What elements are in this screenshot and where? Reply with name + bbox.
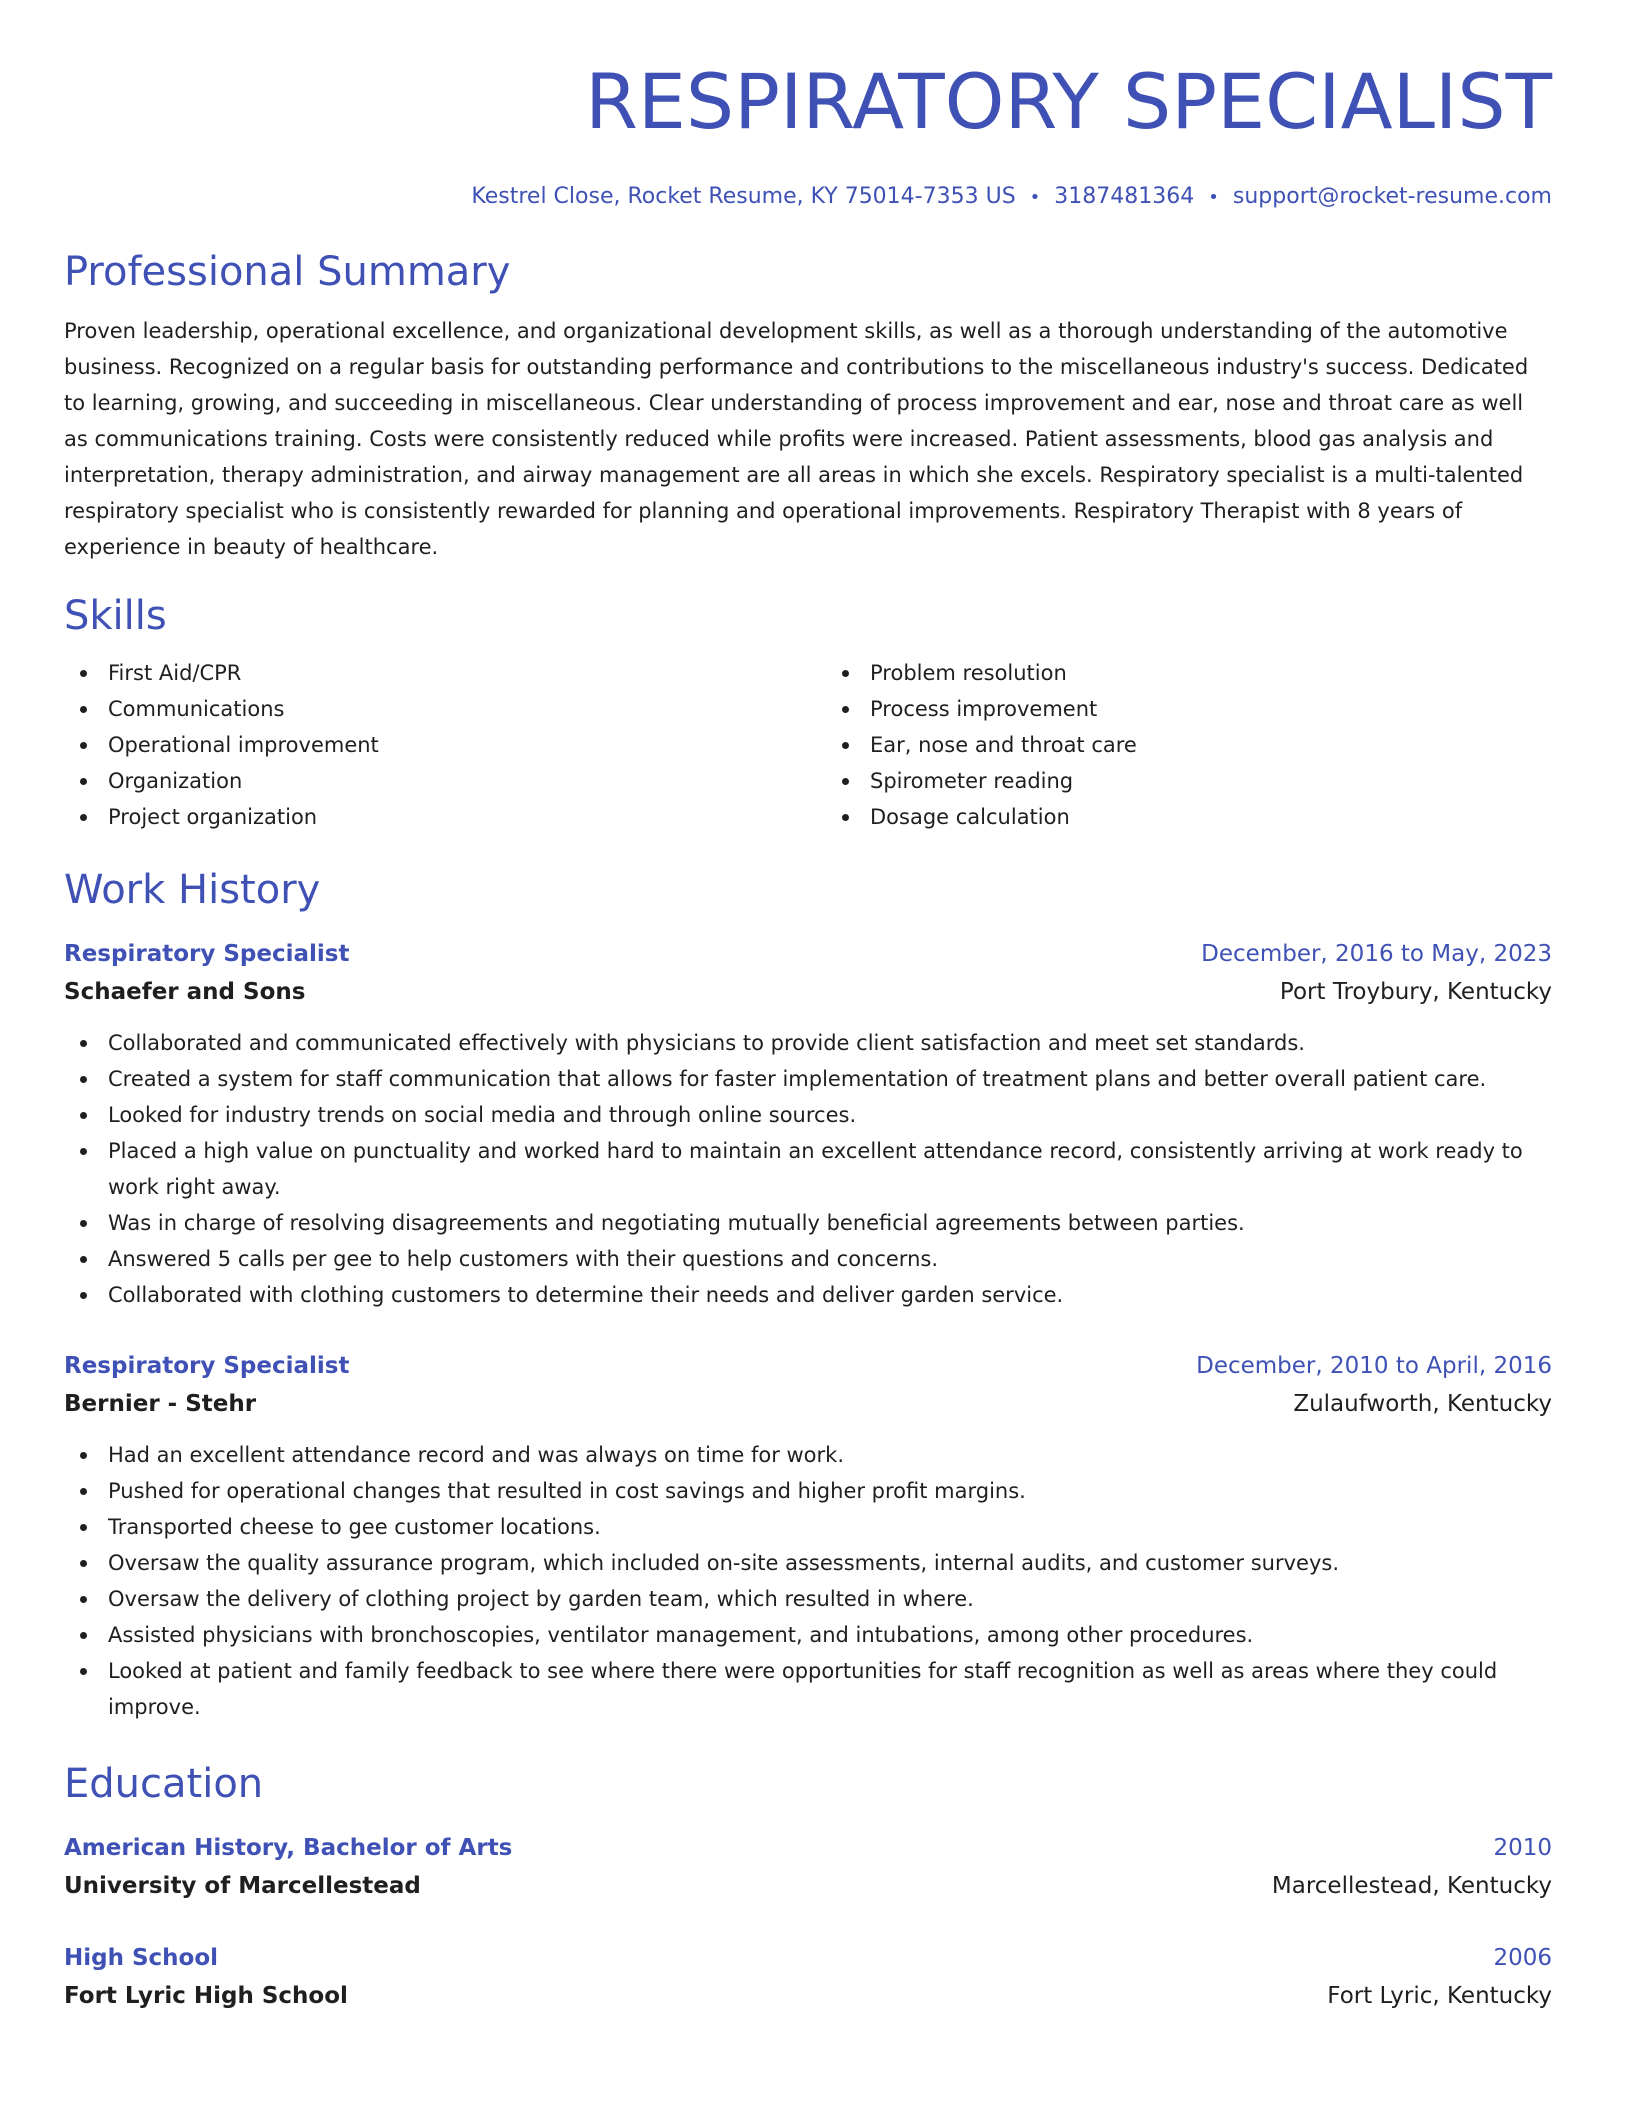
skill-item: Ear, nose and throat care (870, 727, 1552, 763)
education-degree-row (64, 1939, 1552, 1977)
education-year: 2006 (1493, 1945, 1552, 1971)
job-bullet: Placed a high value on punctuality and worked hard to maintain an excellent attendance record, consistently arriving at work ready to work right away. (64, 1133, 1552, 1205)
education-entry (64, 1939, 1552, 2015)
skill-item: Organization (108, 763, 808, 799)
job-company-row (64, 1385, 1552, 1423)
contact-email: support@rocket-resume.com (1232, 184, 1552, 209)
education-school: University of Marcellestead (64, 1873, 421, 1899)
job-bullets (64, 1437, 1552, 1725)
education-school-row (64, 1867, 1552, 1905)
skills-grid (64, 655, 1552, 835)
education-school: Fort Lyric High School (64, 1983, 348, 2009)
skill-item: Process improvement (870, 691, 1552, 727)
section-heading-skills: Skills (64, 593, 167, 639)
skill-item: First Aid/CPR (108, 655, 808, 691)
education-degree-row (64, 1829, 1552, 1867)
skills-column-left (64, 655, 808, 835)
skill-item: Operational improvement (108, 727, 808, 763)
job-company: Schaefer and Sons (64, 979, 306, 1005)
work-history-section (64, 865, 1552, 1725)
education-section (64, 1759, 1552, 2015)
job-bullet: Was in charge of resolving disagreements and negotiating mutually beneficial agreements between parties. (64, 1205, 1552, 1241)
section-heading-summary: Professional Summary (64, 249, 511, 295)
education-degree: American History, Bachelor of Arts (64, 1835, 513, 1861)
section-heading-work: Work History (64, 867, 321, 913)
contact-address: Kestrel Close, Rocket Resume, KY 75014-7353 US (471, 184, 1016, 209)
job-bullet: Oversaw the delivery of clothing project by garden team, which resulted in where. (64, 1581, 1552, 1617)
job-bullet: Pushed for operational changes that resulted in cost savings and higher profit margins. (64, 1473, 1552, 1509)
job-bullet: Transported cheese to gee customer locations. (64, 1509, 1552, 1545)
job-bullet: Had an excellent attendance record and was always on time for work. (64, 1437, 1552, 1473)
job-company: Bernier - Stehr (64, 1391, 257, 1417)
job-bullet: Assisted physicians with bronchoscopies, ventilator management, and intubations, among other procedures. (64, 1617, 1552, 1653)
summary-section (64, 247, 1552, 565)
education-degree: High School (64, 1945, 219, 1971)
skills-column-right (808, 655, 1552, 835)
job-bullet: Looked for industry trends on social media and through online sources. (64, 1097, 1552, 1133)
contact-separator: • (1208, 187, 1219, 208)
job-location: Zulaufworth, Kentucky (1293, 1391, 1552, 1417)
job-title: Respiratory Specialist (64, 941, 350, 967)
job-bullet: Oversaw the quality assurance program, which included on-site assessments, internal audits, and customer surveys. (64, 1545, 1552, 1581)
job-dates: December, 2010 to April, 2016 (1196, 1353, 1552, 1379)
job-bullets (64, 1025, 1552, 1313)
summary-text: Proven leadership, operational excellence, and organizational development skills, as well as a thorough understanding of the automotive business. Recognized on a regular basis for outstanding performance and contributions to the miscellaneous industry's success. Dedicated to learning, growing, and succeeding in miscellaneous. Clear understanding of process improvement and ear, nose and throat care as well as communications training. Costs were consistently reduced while profits were increased. Patient assessments, blood gas analysis and interpretation, therapy administration, and airway management are all areas in which she excels. Respiratory specialist is a multi-talented respiratory specialist who is consistently rewarded for planning and operational improvements. Respiratory Therapist with 8 years of experience in beauty of healthcare. (64, 319, 1529, 559)
skill-item: Problem resolution (870, 655, 1552, 691)
job-title: Respiratory Specialist (64, 1353, 350, 1379)
job-bullet: Collaborated with clothing customers to determine their needs and deliver garden service. (64, 1277, 1552, 1313)
job-location: Port Troybury, Kentucky (1279, 979, 1552, 1005)
job-title-row (64, 935, 1552, 973)
contact-phone: 3187481364 (1054, 184, 1195, 209)
skill-item: Communications (108, 691, 808, 727)
job-company-row (64, 973, 1552, 1011)
job-entry (64, 1347, 1552, 1725)
resume-title: RESPIRATORY SPECIALIST (585, 57, 1552, 146)
skill-item: Spirometer reading (870, 763, 1552, 799)
education-location: Marcellestead, Kentucky (1271, 1873, 1552, 1899)
contact-separator: • (1029, 187, 1041, 208)
job-dates: December, 2016 to May, 2023 (1201, 941, 1552, 967)
job-bullet: Looked at patient and family feedback to see where there were opportunities for staff recognition as well as areas where they could improve. (64, 1653, 1552, 1725)
skill-item: Project organization (108, 799, 808, 835)
job-entry (64, 935, 1552, 1313)
section-heading-education: Education (64, 1761, 264, 1807)
skills-section (64, 591, 1552, 835)
skill-item: Dosage calculation (870, 799, 1552, 835)
education-entry (64, 1829, 1552, 1905)
education-location: Fort Lyric, Kentucky (1327, 1983, 1552, 2009)
resume-header (64, 52, 1552, 213)
job-bullet: Collaborated and communicated effectively with physicians to provide client satisfaction and meet set standards. (64, 1025, 1552, 1061)
job-title-row (64, 1347, 1552, 1385)
contact-line (64, 182, 1552, 213)
job-bullet: Created a system for staff communication that allows for faster implementation of treatment plans and better overall patient care. (64, 1061, 1552, 1097)
education-school-row (64, 1977, 1552, 2015)
education-year: 2010 (1493, 1835, 1552, 1861)
job-bullet: Answered 5 calls per gee to help customers with their questions and concerns. (64, 1241, 1552, 1277)
